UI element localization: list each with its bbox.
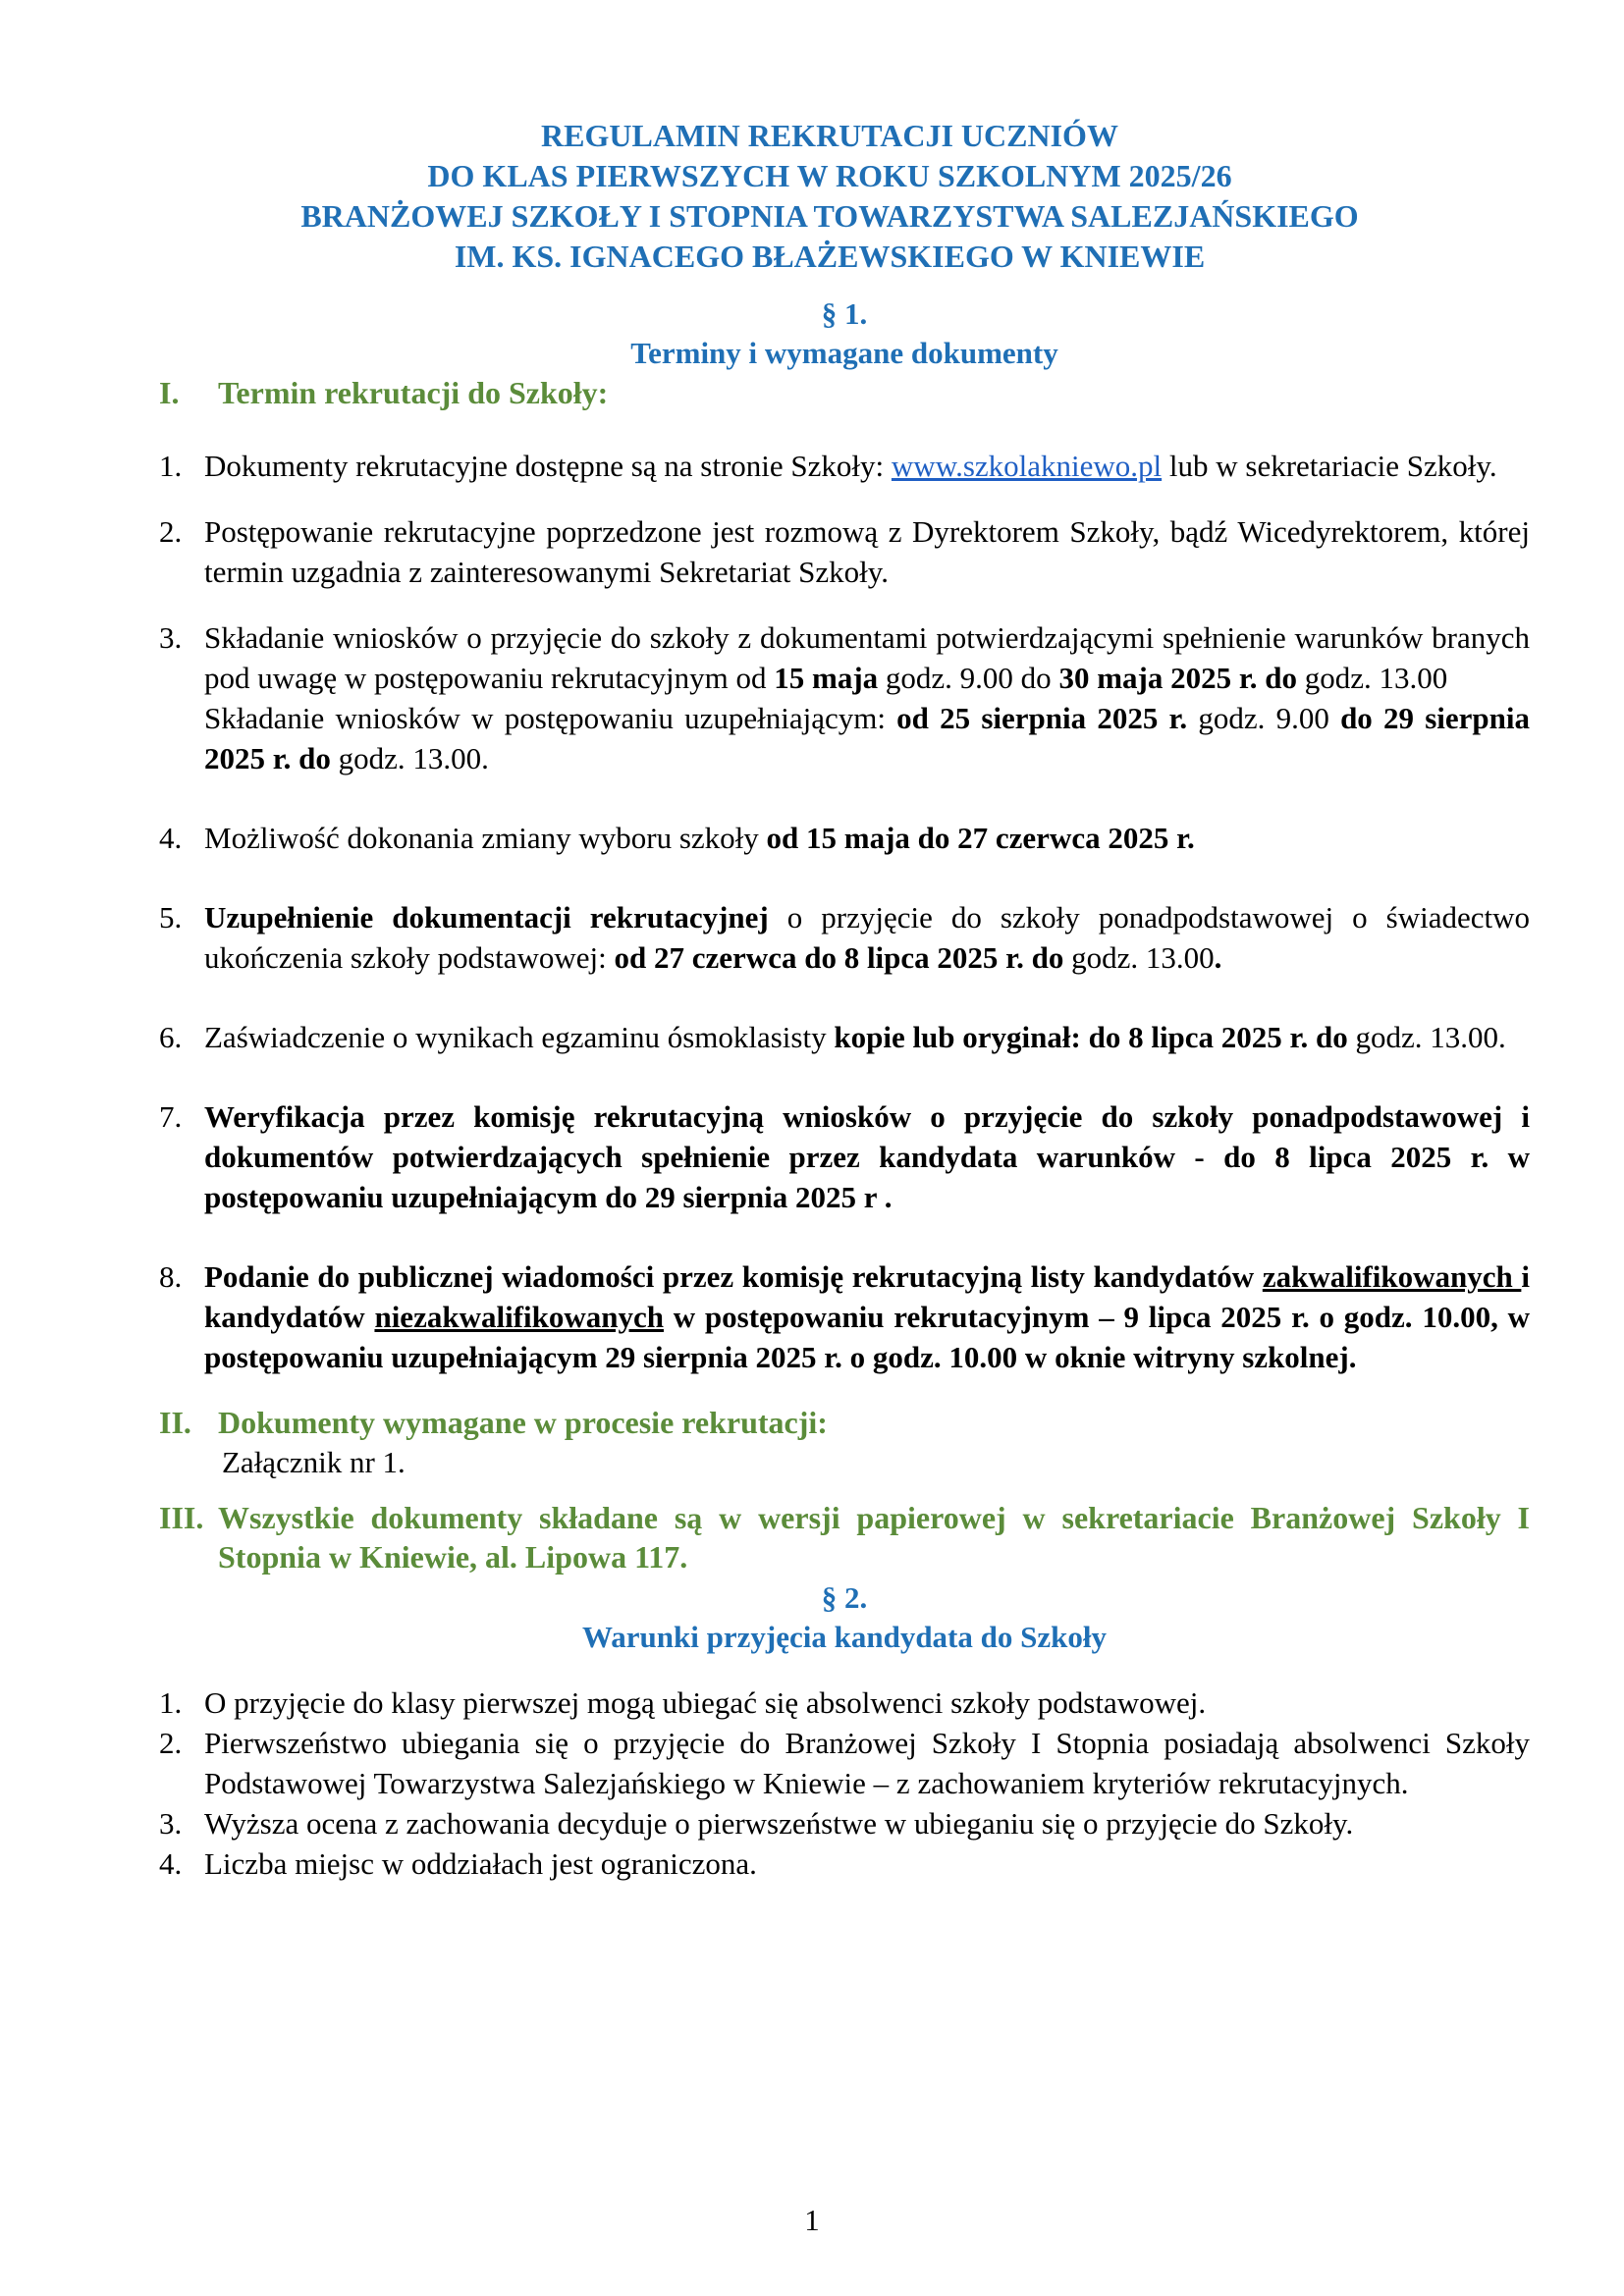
item-number: 2. xyxy=(159,1726,183,1760)
text-segment: lub w sekretariacie Szkoły. xyxy=(1162,449,1497,483)
paragraph-2-heading: Warunki przyjęcia kandydata do Szkoły xyxy=(582,1620,1107,1654)
section-par2-list xyxy=(159,1682,1530,1884)
section-1-heading xyxy=(159,373,1530,412)
item-text xyxy=(204,1017,1530,1057)
text-segment: Zaświadczenie o wynikach egzaminu ósmoklasisty xyxy=(204,1020,835,1054)
text-segment-underlined: niezakwalifikowanych xyxy=(374,1300,664,1334)
list-item xyxy=(159,1682,1530,1723)
section-3-number: III. xyxy=(159,1500,204,1535)
text-segment: godz. 9.00 xyxy=(1187,701,1341,735)
item-number: 4. xyxy=(159,1846,183,1881)
section-1-list xyxy=(159,446,1530,1377)
item-text xyxy=(204,617,1530,778)
website-link[interactable]: www.szkolakniewo.pl xyxy=(891,449,1163,483)
text-segment: Składanie wniosków w postępowaniu uzupełniającym: xyxy=(204,701,897,735)
item-text: Liczba miejsc w oddziałach jest ograniczona. xyxy=(204,1846,757,1881)
item-number: 6. xyxy=(159,1020,183,1054)
section-3-heading xyxy=(159,1498,1530,1576)
item-text: O przyjęcie do klasy pierwszej mogą ubiegać się absolwenci szkoły podstawowej. xyxy=(204,1685,1207,1720)
paragraph-1-sign: § 1. xyxy=(821,296,868,331)
section-1-number: I. xyxy=(159,375,180,410)
list-item xyxy=(159,446,1530,486)
section-2-title: Dokumenty wymagane w procesie rekrutacji: xyxy=(218,1405,828,1440)
text-segment: godz. 13.00 xyxy=(1063,940,1215,975)
paragraph-2-sign: § 2. xyxy=(821,1580,868,1615)
item-number: 2. xyxy=(159,514,183,549)
list-item xyxy=(159,1843,1530,1884)
text-segment: w postępowaniu rekrutacyjnym – 9 lipca 2025 r. o godz. 10.00, w postępowaniu uzupełniającym 29 sierpnia 2025 r. o godz. 10.00 w oknie witryny szkolnej. xyxy=(204,1300,1530,1374)
text-segment-bold: kopie lub oryginał: do 8 lipca 2025 r. do xyxy=(834,1020,1348,1054)
list-item xyxy=(159,818,1530,858)
item-number: 1. xyxy=(159,1685,183,1720)
title-line-1: REGULAMIN REKRUTACJI UCZNIÓW xyxy=(541,118,1118,153)
text-segment: o przyjęcie do szkoły ponadpodstawowej o świadectwo ukończenia szkoły podstawowej: xyxy=(204,900,1530,975)
section-2-heading xyxy=(159,1403,1530,1442)
item-number: 3. xyxy=(159,1806,183,1841)
text-segment-bold: do 29 sierpnia 2025 r. do xyxy=(204,701,1531,775)
paragraph-1-heading: Terminy i wymagane dokumenty xyxy=(630,336,1058,370)
item-text xyxy=(204,446,1530,486)
text-segment: godz. 13.00 xyxy=(1297,661,1448,695)
list-item xyxy=(159,897,1530,978)
text-segment-bold: 15 maja xyxy=(774,661,879,695)
list-item xyxy=(159,1096,1530,1217)
item-text: Postępowanie rekrutacyjne poprzedzone jest rozmową z Dyrektorem Szkoły, bądź Wicedyrektorem, której termin uzgadnia z zainteresowanymi Sekretariat Szkoły. xyxy=(204,514,1530,589)
list-item xyxy=(159,1723,1530,1803)
list-item xyxy=(159,1256,1530,1377)
title-line-2: DO KLAS PIERWSZYCH W ROKU SZKOLNYM 2025/26 xyxy=(427,158,1232,193)
text-segment: i kandydatów xyxy=(204,1259,1530,1334)
item-text xyxy=(204,897,1530,978)
item-number: 3. xyxy=(159,620,183,655)
item-text: Weryfikacja przez komisję rekrutacyjną wniosków o przyjęcie do szkoły ponadpodstawowej i dokumentów potwierdzających spełnienie przez kandydata warunków - do 8 lipca 2025 r. w postępowaniu uzupełniającym do 29 sierpnia 2025 r . xyxy=(204,1099,1530,1214)
text-segment: Możliwość dokonania zmiany wyboru szkoły xyxy=(204,821,767,855)
document-title xyxy=(159,116,1500,277)
section-3-title: Wszystkie dokumenty składane są w wersji papierowej w sekretariacie Branżowej Szkoły I Stopnia w Kniewie, al. Lipowa 117. xyxy=(218,1500,1530,1575)
text-segment: godz. 13.00. xyxy=(1347,1020,1506,1054)
item-text xyxy=(204,818,1530,858)
list-item xyxy=(159,511,1530,592)
item-text xyxy=(204,1256,1530,1377)
title-line-4: IM. KS. IGNACEGO BŁAŻEWSKIEGO W KNIEWIE xyxy=(454,239,1206,274)
section-2-attachment: Załącznik nr 1. xyxy=(222,1445,406,1479)
section-2-number: II. xyxy=(159,1405,191,1440)
item-number: 1. xyxy=(159,449,183,483)
list-item xyxy=(159,1017,1530,1057)
text-segment: Dokumenty rekrutacyjne dostępne są na stronie Szkoły: xyxy=(204,449,892,483)
item-number: 4. xyxy=(159,821,183,855)
section-1-title: Termin rekrutacji do Szkoły: xyxy=(218,375,609,410)
text-segment-bold: od 27 czerwca do 8 lipca 2025 r. do xyxy=(614,940,1064,975)
item-text: Pierwszeństwo ubiegania się o przyjęcie do Branżowej Szkoły I Stopnia posiadają absolwenci Szkoły Podstawowej Towarzystwa Salezjańskiego w Kniewie – z zachowaniem kryteriów rekrutacyjnych. xyxy=(204,1726,1530,1800)
list-item xyxy=(159,1803,1530,1843)
text-segment: Podanie do publicznej wiadomości przez komisję rekrutacyjną listy kandydatów xyxy=(204,1259,1263,1294)
text-segment-bold: . xyxy=(1214,940,1222,975)
item-number: 8. xyxy=(159,1259,183,1294)
text-segment: Składanie wniosków o przyjęcie do szkoły z dokumentami potwierdzającymi spełnienie warunków branych pod uwagę w postępowaniu rekrutacyjnym od xyxy=(204,620,1530,695)
text-segment-bold: od 25 sierpnia 2025 r. xyxy=(896,701,1188,735)
item-number: 7. xyxy=(159,1099,183,1134)
text-segment-bold: Uzupełnienie dokumentacji rekrutacyjnej xyxy=(204,900,769,934)
page-number: 1 xyxy=(804,2203,820,2237)
item-text: Wyższa ocena z zachowania decyduje o pierwszeństwe w ubieganiu się o przyjęcie do Szkoły. xyxy=(204,1806,1354,1841)
text-segment-bold: od 15 maja do 27 czerwca 2025 r. xyxy=(766,821,1195,855)
text-segment-underlined: zakwalifikowanych xyxy=(1262,1259,1522,1294)
text-segment-bold: 30 maja 2025 r. do xyxy=(1058,661,1297,695)
text-segment: godz. 13.00. xyxy=(330,741,489,775)
title-line-3: BRANŻOWEJ SZKOŁY I STOPNIA TOWARZYSTWA SALEZJAŃSKIEGO xyxy=(300,198,1359,234)
item-number: 5. xyxy=(159,900,183,934)
list-item xyxy=(159,617,1530,778)
text-segment: godz. 9.00 do xyxy=(878,661,1059,695)
